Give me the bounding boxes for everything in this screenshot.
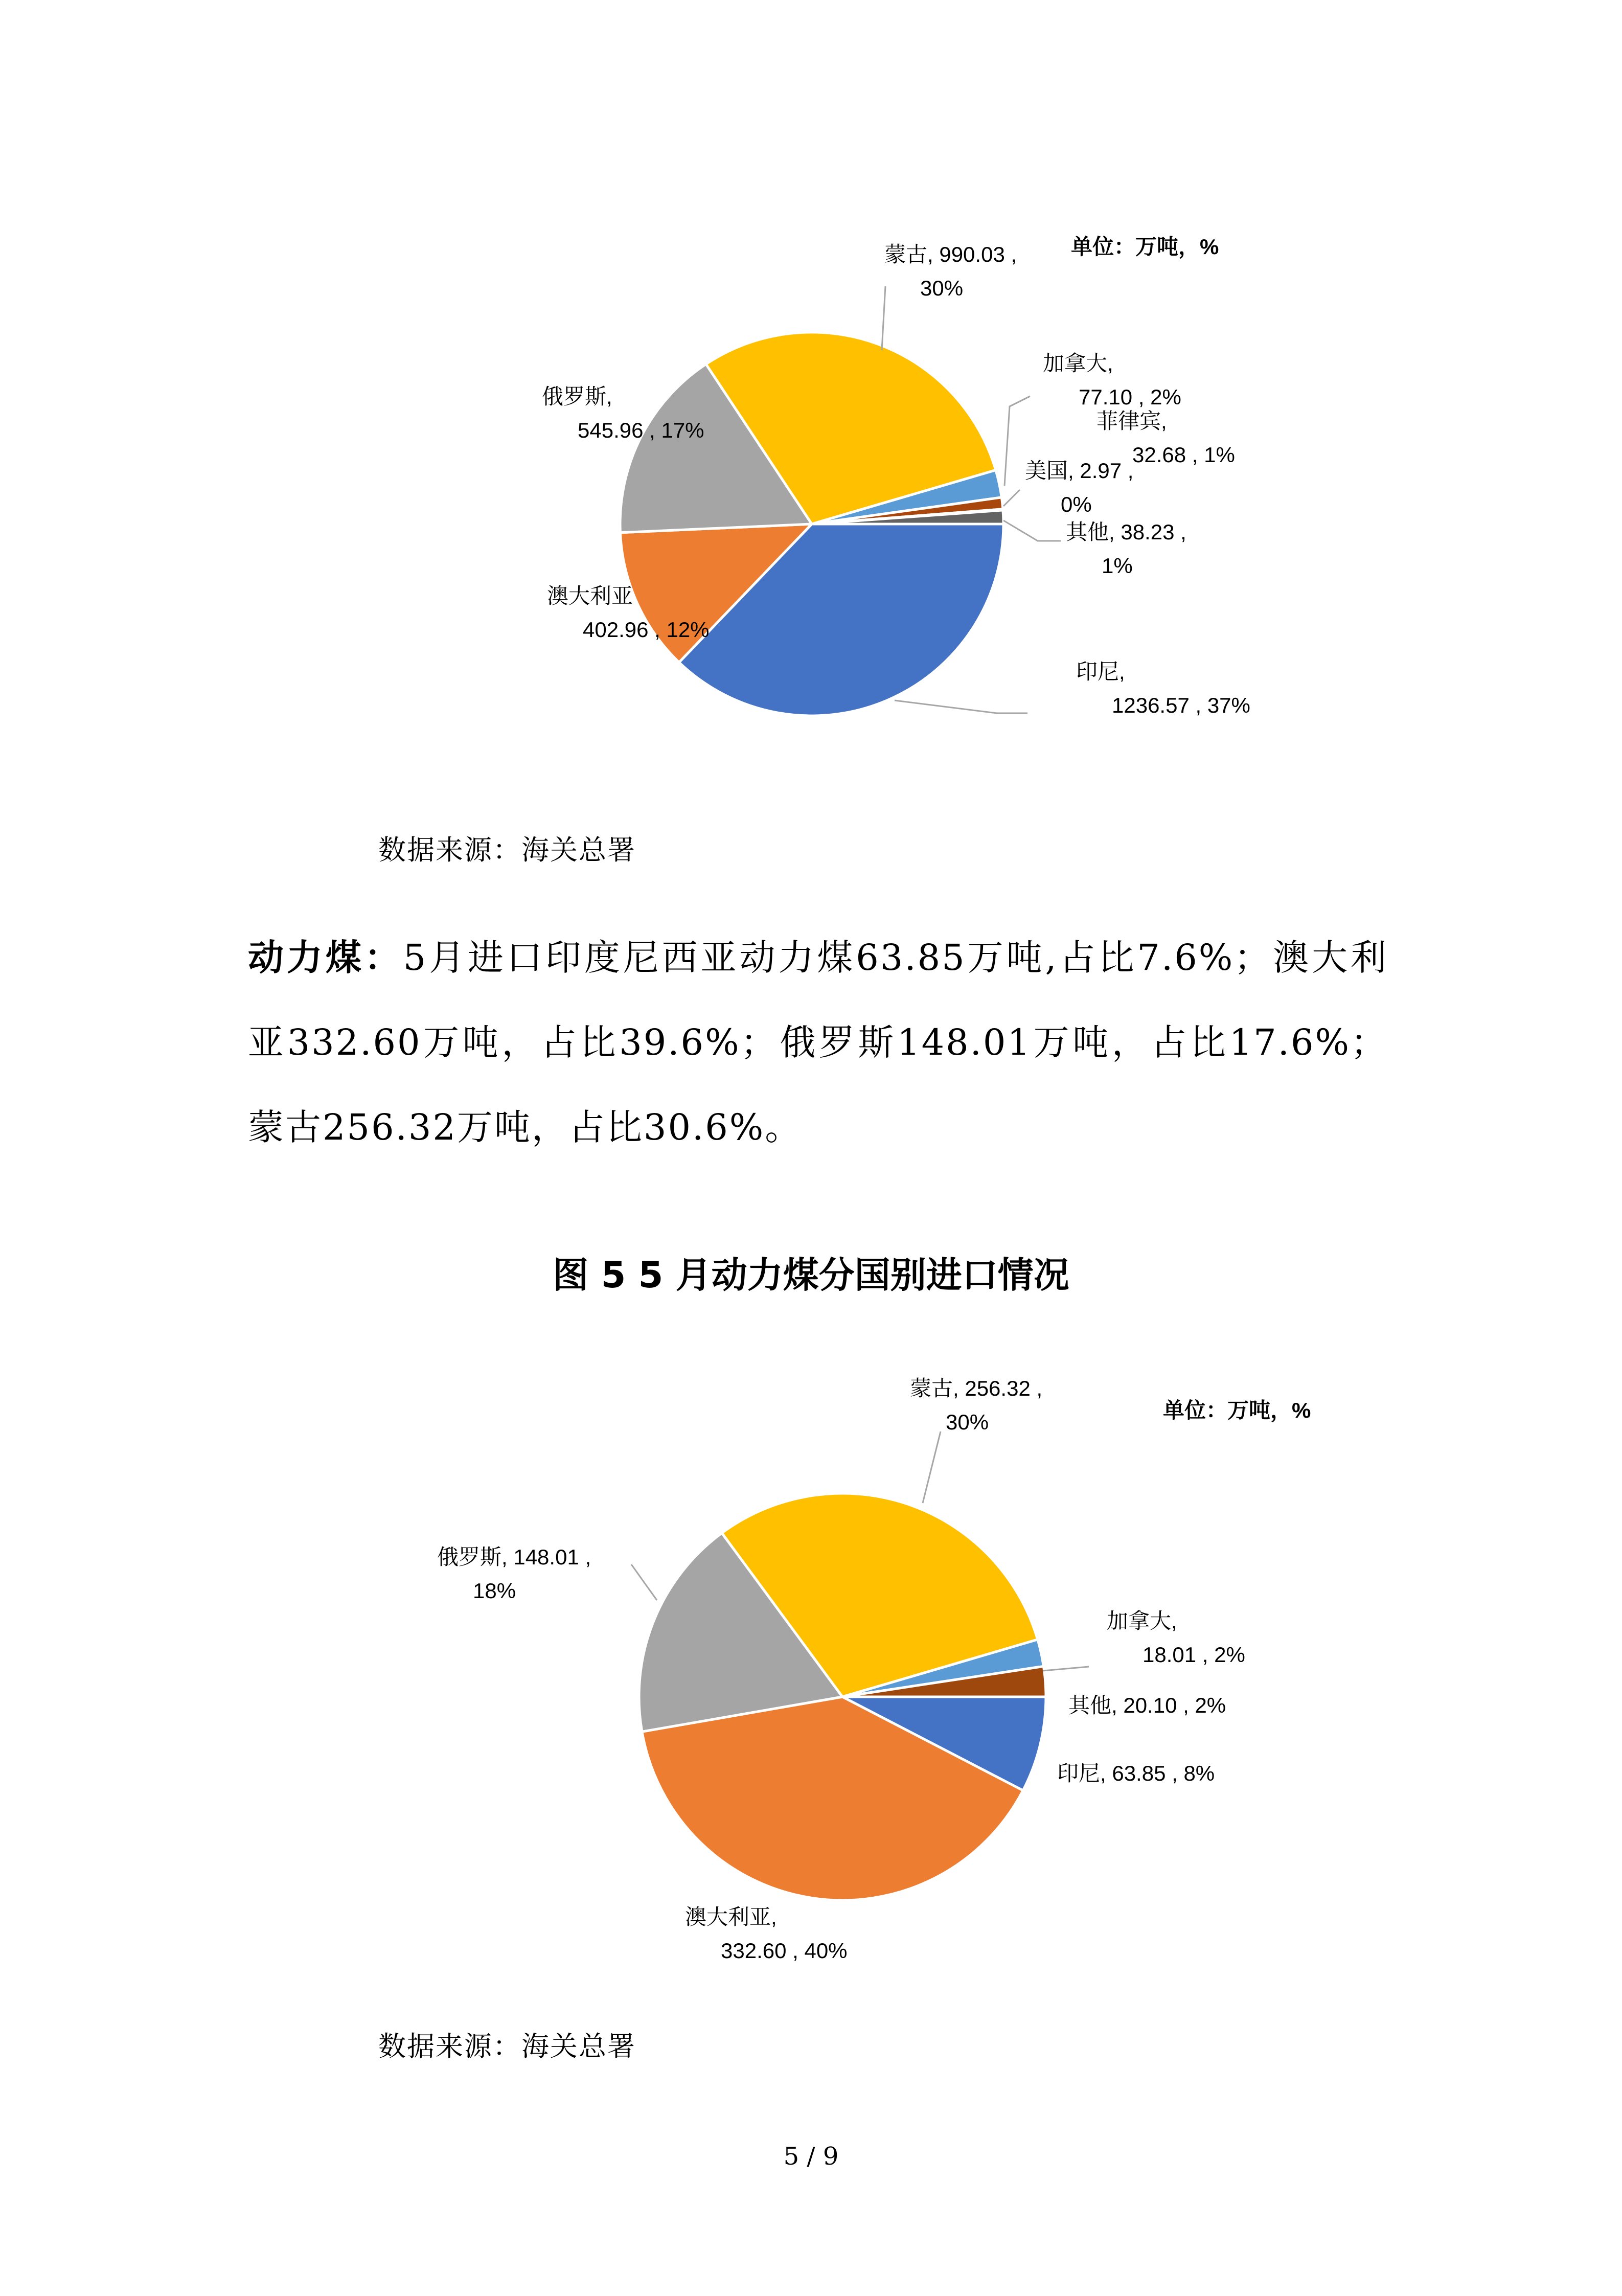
slice-label: 加拿大, 18.01 , 2% (1107, 1609, 1245, 1667)
page-number: 5 / 9 (783, 2142, 839, 2171)
slice-label: 蒙古, 256.32 , 30% (910, 1376, 1043, 1434)
slice-label: 蒙古, 990.03 , 30% (884, 242, 1017, 300)
paragraph-lead: 动力煤： (248, 937, 403, 979)
body-paragraph (248, 915, 1388, 1170)
slice-label: 俄罗斯, 148.01 , 18% (437, 1545, 591, 1603)
slice-label: 其他, 20.10 , 2% (1068, 1693, 1226, 1717)
slice-label: 美国, 2.97 , 0% (1025, 459, 1134, 516)
slice-label: 其他, 38.23 , 1% (1066, 520, 1186, 578)
slice-label: 澳大利亚, 332.60 , 40% (685, 1905, 848, 1963)
leader-line (1003, 490, 1020, 506)
slice-label: 菲律宾, 32.68 , 1% (1096, 409, 1235, 467)
paragraph-body: 5月进口印度尼西亚动力煤63.85万吨,占比7.6%；澳大利亚332.60万吨，占比39.6%；俄罗斯148.01万吨，占比17.6%；蒙古256.32万吨，占比30.6%。 (248, 937, 1388, 1148)
data-source-note: 数据来源：海关总署 (378, 834, 636, 866)
slice-label: 印尼, 1236.57 , 37% (1076, 660, 1250, 717)
unit-note: 单位：万吨，% (1163, 1398, 1311, 1422)
leader-line (895, 700, 1027, 713)
leader-line (1043, 1667, 1089, 1671)
leader-line (1003, 520, 1061, 541)
pie-chart-coking-coal (0, 0, 1622, 767)
leader-line (882, 286, 885, 350)
leader-line (631, 1564, 657, 1600)
figure-title: 图 5 5 月动力煤分国别进口情况 (553, 1254, 1069, 1296)
leader-line (923, 1431, 941, 1503)
pie-chart-thermal-coal (0, 1329, 1622, 1994)
slice-label: 印尼, 63.85 , 8% (1057, 1761, 1215, 1785)
unit-note: 单位：万吨，% (1071, 235, 1219, 259)
slice-label: 加拿大, 77.10 , 2% (1043, 351, 1181, 409)
data-source-note: 数据来源：海关总署 (378, 2030, 636, 2062)
slice-label: 俄罗斯, 545.96 , 17% (542, 384, 704, 442)
slice-label: 澳大利亚 402.96 , 12% (547, 584, 710, 642)
